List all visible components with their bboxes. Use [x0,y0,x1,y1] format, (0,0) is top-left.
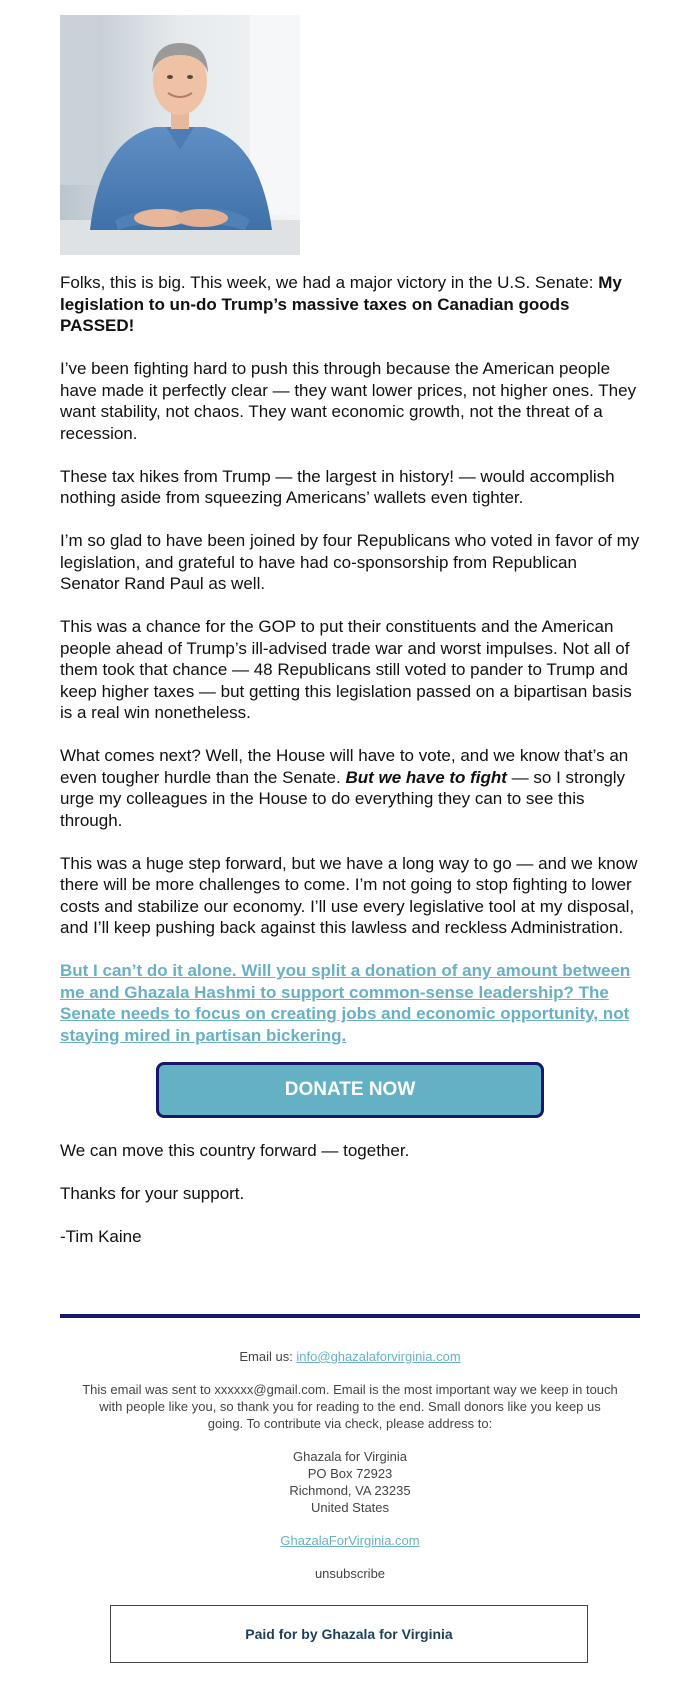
p6-text-b: — so I strongly urge my colleagues in the House to do everything they can to see this through. [60,767,626,830]
unsubscribe-link[interactable]: unsubscribe [314,1566,386,1581]
footer [80,1348,620,1582]
paragraph-3: These tax hikes from Trump — the largest in history! — would accomplish nothing aside from squeezing Americans’ wallets even tighter. [60,466,615,507]
website-link[interactable]: GhazalaForVirginia.com [280,1533,420,1548]
email-link[interactable]: info@ghazalaforvirginia.com [296,1349,461,1364]
portrait-image [60,15,300,255]
signature: -Tim Kaine [60,1227,142,1246]
hero-photo [60,15,300,255]
donate-button-wrap [60,1062,640,1118]
address-line-1: Ghazala for Virginia [293,1449,407,1464]
paragraph-intro [60,272,640,337]
paragraph-6 [60,745,640,831]
address-line-4: United States [310,1500,390,1515]
paragraph-7: This was a huge step forward, but we have a long way to go — and we know there will be more challenges to come. I’m not going to stop fighting to lower costs and stabilize our economy. I’ll use every legislative tool at my disposal, and I’ll keep pushing back against this lawless and reckless Administration. [60,853,638,937]
unsubscribe-line [80,1565,620,1582]
email-line [80,1348,620,1365]
email-prefix: Email us: [239,1349,297,1364]
footer-divider [60,1314,640,1318]
thanks-line: Thanks for your support. [60,1184,245,1203]
intro-text: Folks, this is big. This week, we had a major victory in the U.S. Senate: [60,273,599,292]
address-line-2: PO Box 72923 [307,1466,393,1481]
donation-ask-link[interactable]: But I can’t do it alone. Will you split a donation of any amount between me and Ghazala Hashmi to support common-sense leadership? The Senate needs to focus on creating jobs and economic opportunity, not staying mired in partisan bickering. [60,961,631,1045]
website-line [80,1532,620,1549]
paid-for-box: Paid for by Ghazala for Virginia [110,1605,588,1663]
paragraph-5: This was a chance for the GOP to put their constituents and the American people ahead of Trump’s ill-advised trade war and worst impulses. Not all of them took that chance — 48 Republicans still voted to pander to Trump and keep higher taxes — but getting this legislation passed on a bipartisan basis is a real win nonetheless. [60,617,632,722]
p6-emphasis: But we have to fight [345,767,507,787]
intro-bold-text: My legislation to un-do Trump’s massive taxes on Canadian goods PASSED! [60,273,622,335]
paragraph-2: I’ve been fighting hard to push this through because the American people have made it perfectly clear — they want lower prices, not higher ones. They want stability, not chaos. They want economic growth, not the threat of a recession. [60,359,637,443]
closing-line: We can move this country forward — together. [60,1141,410,1160]
donate-now-button[interactable]: DONATE NOW [156,1062,544,1118]
address-line-3: Richmond, VA 23235 [289,1483,411,1498]
p6-text-a: What comes next? Well, the House will have to vote, and we know that’s an even tougher hurdle than the Senate. [60,746,629,787]
paragraph-4: I’m so glad to have been joined by four Republicans who voted in favor of my legislation, and grateful to have had co-sponsorship from Republican Senator Rand Paul as well. [60,531,640,593]
disclaimer-text: This email was sent to xxxxxx@gmail.com. Email is the most important way we keep in touch with people like you, so thank you for reading to the end. Small donors like you keep us going. To contribute via check, please address to: [82,1382,618,1431]
message-body [60,272,640,1269]
